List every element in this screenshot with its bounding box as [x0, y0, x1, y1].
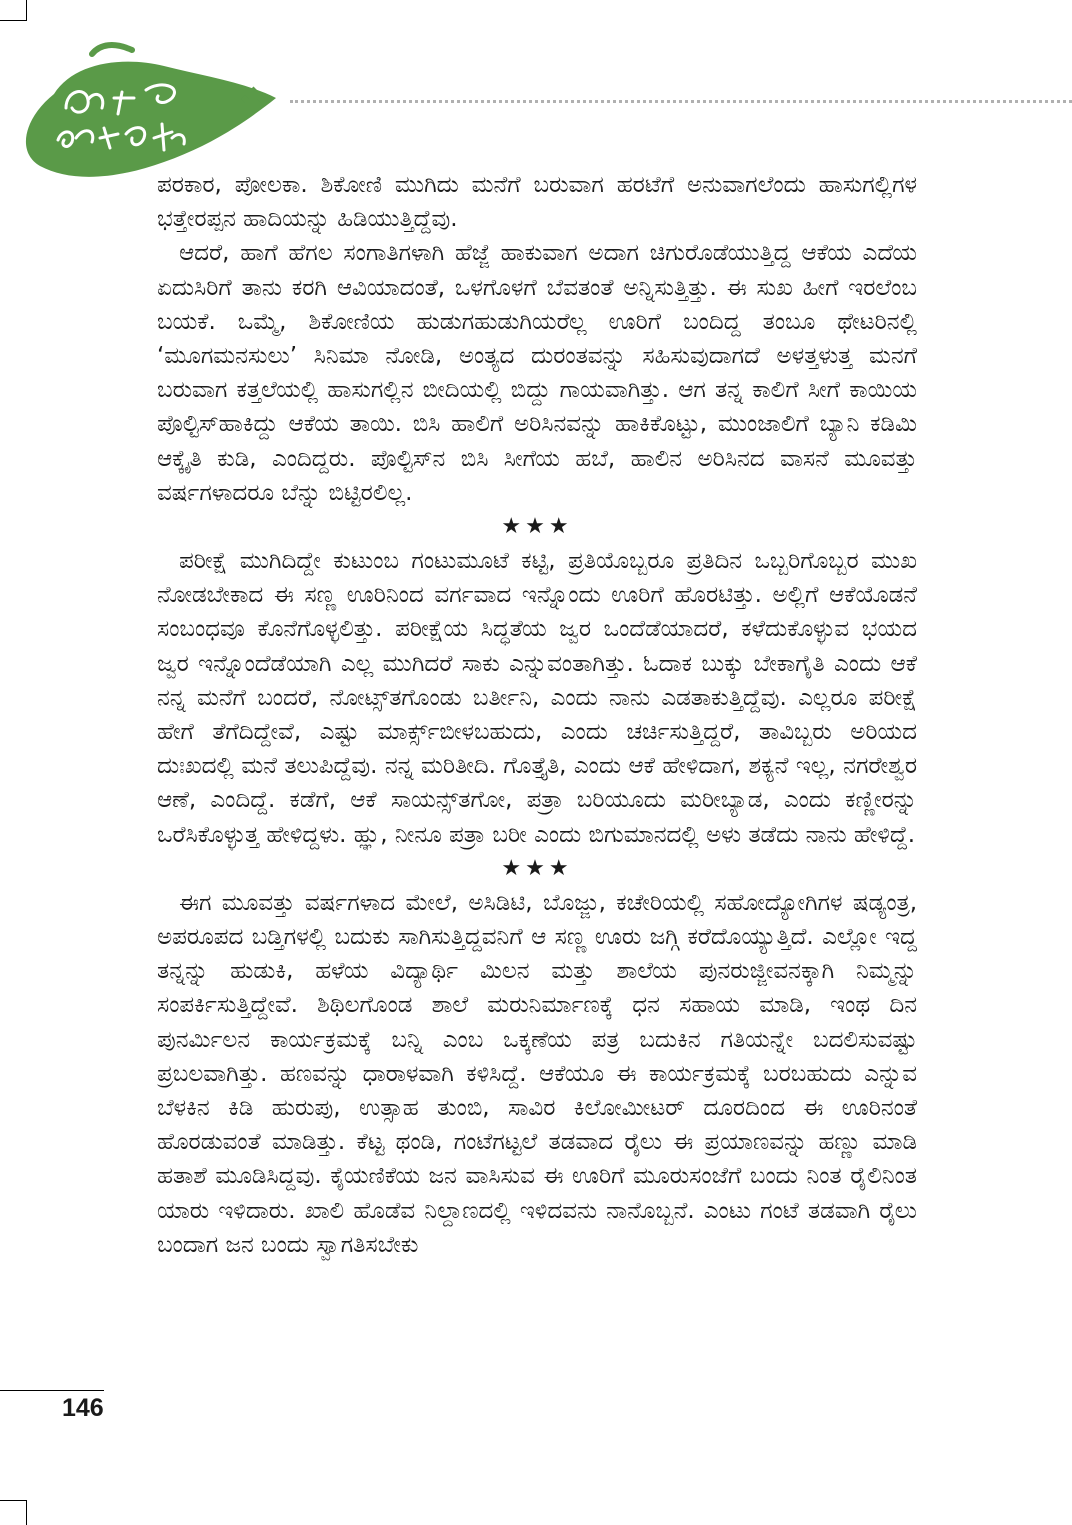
leaf-shape: [26, 62, 276, 177]
article-paragraph-2: ಆದರೆ, ಹಾಗೆ ಹೆಗಲ ಸಂಗಾತಿಗಳಾಗಿ ಹೆಜ್ಜೆ ಹಾಕುವಾಗ ಅದಾಗ ಚಿಗುರೊಡೆಯುತ್ತಿದ್ದ ಆಕೆಯ ಎದೆಯ ಏದುಸಿರಿಗೆ ತಾನು ಕರಗಿ ಆವಿಯಾದಂತೆ, ಒಳಗೊಳಗೆ ಬೆವತಂತೆ ಅನ್ನಿಸುತ್ತಿತ್ತು. ಈ ಸುಖ ಹೀಗೆ ಇರಲೆಂಬ ಬಯಕೆ. ಒಮ್ಮೆ, ಶಿಕೋಣಿಯ ಹುಡುಗಹುಡುಗಿಯರೆಲ್ಲ ಊರಿಗೆ ಬಂದಿದ್ದ ತಂಬೂ ಥೇಟರಿನಲ್ಲಿ ‘ಮೂಗಮನಸುಲು’ ಸಿನಿಮಾ ನೋಡಿ, ಅಂತ್ಯದ ದುರಂತವನ್ನು ಸಹಿಸುವುದಾಗದೆ ಅಳತ್ತಳುತ್ತ ಮನಗೆ ಬರುವಾಗ ಕತ್ತಲೆಯಲ್ಲಿ ಹಾಸುಗಲ್ಲಿನ ಬೀದಿಯಲ್ಲಿ ಬಿದ್ದು ಗಾಯವಾಗಿತ್ತು. ಆಗ ತನ್ನ ಕಾಲಿಗೆ ಸೀಗೆ ಕಾಯಿಯ ಪೊಲ್ಟಿಸ್‌ಹಾಕಿದ್ದು ಆಕೆಯ ತಾಯಿ. ಬಿಸಿ ಹಾಲಿಗೆ ಅರಿಸಿನವನ್ನು ಹಾಕಿಕೊಟ್ಟು, ಮುಂಜಾಲಿಗೆ ಬ್ಯಾನಿ ಕಡಿಮಿ ಆಕ್ಕೈತಿ ಕುಡಿ, ಎಂದಿದ್ದರು. ಪೊಲ್ಟಿಸ್‌ನ ಬಿಸಿ ಸೀಗೆಯ ಹಬೆ, ಹಾಲಿನ ಅರಿಸಿನದ ವಾಸನೆ ಮೂವತ್ತು ವರ್ಷಗಳಾದರೂ ಬೆನ್ನು ಬಿಟ್ಟಿರಲಿಲ್ಲ.: [157, 240, 917, 506]
section-leaf-logo: [14, 42, 289, 182]
crop-mark-top-horizontal: [0, 20, 27, 21]
crop-mark-bottom-vertical: [26, 1500, 27, 1525]
section-separator-stars: ★★★: [501, 514, 573, 540]
article-paragraph-4: ಈಗ ಮೂವತ್ತು ವರ್ಷಗಳಾದ ಮೇಲೆ, ಅಸಿಡಿಟಿ, ಬೊಜ್ಜು, ಕಚೇರಿಯಲ್ಲಿ ಸಹೋದ್ಯೋಗಿಗಳ ಷಡ್ಯಂತ್ರ, ಅಪರೂಪದ ಬಡ್ತಿಗಳಲ್ಲಿ ಬದುಕು ಸಾಗಿಸುತ್ತಿದ್ದವನಿಗೆ ಆ ಸಣ್ಣ ಊರು ಜಗ್ಗಿ ಕರೆದೊಯ್ಯುತ್ತಿದೆ. ಎಲ್ಲೋ ಇದ್ದ ತನ್ನನ್ನು ಹುಡುಕಿ, ಹಳೆಯ ವಿದ್ಯಾರ್ಥಿ ಮಿಲನ ಮತ್ತು ಶಾಲೆಯ ಪುನರುಜ್ಜೀವನಕ್ಕಾಗಿ ನಿಮ್ಮನ್ನು ಸಂಪರ್ಕಿಸುತ್ತಿದ್ದೇವೆ. ಶಿಥಿಲಗೊಂಡ ಶಾಲೆ ಮರುನಿರ್ಮಾಣಕ್ಕೆ ಧನ ಸಹಾಯ ಮಾಡಿ, ಇಂಥ ದಿನ ಪುನರ್ಮಿಲನ ಕಾರ್ಯಕ್ರಮಕ್ಕೆ ಬನ್ನಿ ಎಂಬ ಒಕ್ಕಣೆಯ ಪತ್ರ ಬದುಕಿನ ಗತಿಯನ್ನೇ ಬದಲಿಸುವಷ್ಟು ಪ್ರಬಲವಾಗಿತ್ತು. ಹಣವನ್ನು ಧಾರಾಳವಾಗಿ ಕಳಿಸಿದ್ದೆ. ಆಕೆಯೂ ಈ ಕಾರ್ಯಕ್ರಮಕ್ಕೆ ಬರಬಹುದು ಎನ್ನುವ ಬೆಳಕಿನ ಕಿಡಿ ಹುರುಪು, ಉತ್ಸಾಹ ತುಂಬಿ, ಸಾವಿರ ಕಿಲೋಮೀಟರ್ ದೂರದಿಂದ ಈ ಊರಿನಂತೆ ಹೊರಡುವಂತೆ ಮಾಡಿತ್ತು. ಕೆಟ್ಟ ಥಂಡಿ, ಗಂಟೆಗಟ್ಟಲೆ ತಡವಾದ ರೈಲು ಈ ಪ್ರಯಾಣವನ್ನು ಹಣ್ಣು ಮಾಡಿ ಹತಾಶೆ ಮೂಡಿಸಿದ್ದವು. ಕೈಯಣಿಕೆಯ ಜನ ವಾಸಿಸುವ ಈ ಊರಿಗೆ ಮೂರುಸಂಜೆಗೆ ಬಂದು ನಿಂತ ರೈಲಿನಿಂತ ಯಾರು ಇಳಿದಾರು. ಖಾಲಿ ಹೊಡೆವ ನಿಲ್ದಾಣದಲ್ಲಿ ಇಳಿದವನು ನಾನೊಬ್ಬನೆ. ಎಂಟು ಗಂಟೆ ತಡವಾಗಿ ರೈಲು ಬಂದಾಗ ಜನ ಬಂದು ಸ್ವಾಗತಿಸಬೇಕು: [157, 889, 917, 1258]
crop-mark-top-vertical: [26, 0, 27, 20]
article-paragraph-1: ಪರಕಾರ, ಪೋಲಕಾ. ಶಿಕೋಣಿ ಮುಗಿದು ಮನೆಗೆ ಬರುವಾಗ ಹರಟೆಗೆ ಅನುವಾಗಲೆಂದು ಹಾಸುಗಲ್ಲಿಗಳ ಭತ್ತೇರಪ್ಪನ ಹಾದಿಯನ್ನು ಹಿಡಿಯುತ್ತಿದ್ದೆವು.: [157, 172, 917, 233]
header-dotted-rule: [290, 100, 1072, 103]
page-number: 146: [62, 1394, 104, 1422]
folio-rule: [0, 1390, 104, 1391]
section-separator-stars: ★★★: [501, 855, 573, 881]
crop-mark-bottom-horizontal: [0, 1500, 27, 1501]
article-paragraph-3: ಪರೀಕ್ಷೆ ಮುಗಿದಿದ್ದೇ ಕುಟುಂಬ ಗಂಟುಮೂಟೆ ಕಟ್ಟಿ, ಪ್ರತಿಯೊಬ್ಬರೂ ಪ್ರತಿದಿನ ಒಬ್ಬರಿಗೊಬ್ಬರ ಮುಖ ನೋಡಬೇಕಾದ ಈ ಸಣ್ಣ ಊರಿನಿಂದ ವರ್ಗವಾದ ಇನ್ನೊಂದು ಊರಿಗೆ ಹೊರಟಿತ್ತು. ಅಲ್ಲಿಗೆ ಆಕೆಯೊಡನೆ ಸಂಬಂಧವೂ ಕೊನೆಗೊಳ್ಳಲಿತ್ತು. ಪರೀಕ್ಷೆಯ ಸಿದ್ಧತೆಯ ಜ್ವರ ಒಂದೆಡೆಯಾದರೆ, ಕಳೆದುಕೊಳ್ಳುವ ಭಯದ ಜ್ವರ ಇನ್ನೊಂದೆಡೆಯಾಗಿ ಎಲ್ಲ ಮುಗಿದರೆ ಸಾಕು ಎನ್ನುವಂತಾಗಿತ್ತು. ಓದಾಕ ಬುಕ್ಕು ಬೇಕಾಗೈತಿ ಎಂದು ಆಕೆ ನನ್ನ ಮನೆಗೆ ಬಂದರೆ, ನೋಟ್ಸ್‌ತಗೊಂಡು ಬರ್ತೀನಿ, ಎಂದು ನಾನು ಎಡತಾಕುತ್ತಿದ್ದೆವು. ಎಲ್ಲರೂ ಪರೀಕ್ಷೆ ಹೇಗೆ ತೆಗೆದಿದ್ದೇವೆ, ಎಷ್ಟು ಮಾರ್ಕ್ಸ್‌ಬೀಳಬಹುದು, ಎಂದು ಚರ್ಚಿಸುತ್ತಿದ್ದರೆ, ತಾವಿಬ್ಬರು ಅರಿಯದ ದುಃಖದಲ್ಲಿ ಮನೆ ತಲುಪಿದ್ದೆವು. ನನ್ನ ಮರಿತೀದಿ. ಗೊತ್ತೈತಿ, ಎಂದು ಆಕೆ ಹೇಳಿದಾಗ, ಶಕ್ಯನೆ ಇಲ್ಲ, ನಗರೇಶ್ವರ ಆಣೆ, ಎಂದಿದ್ದೆ. ಕಡೆಗೆ, ಆಕೆ ಸಾಯನ್ಸ್‌ತಗೋ, ಪತ್ರಾ ಬರಿಯೂದು ಮರೀಬ್ಯಾಡ, ಎಂದು ಕಣ್ಣೀರನ್ನು ಒರೆಸಿಕೊಳ್ಳುತ್ತ ಹೇಳಿದ್ದಳು. ಹ್ಞು, ನೀನೂ ಪತ್ರಾ ಬರೀ ಎಂದು ಬಿಗುಮಾನದಲ್ಲಿ ಅಳು ತಡೆದು ನಾನು ಹೇಳಿದ್ದೆ.: [157, 548, 917, 848]
article-body: [157, 168, 917, 1262]
leaf-stem: [92, 45, 132, 54]
